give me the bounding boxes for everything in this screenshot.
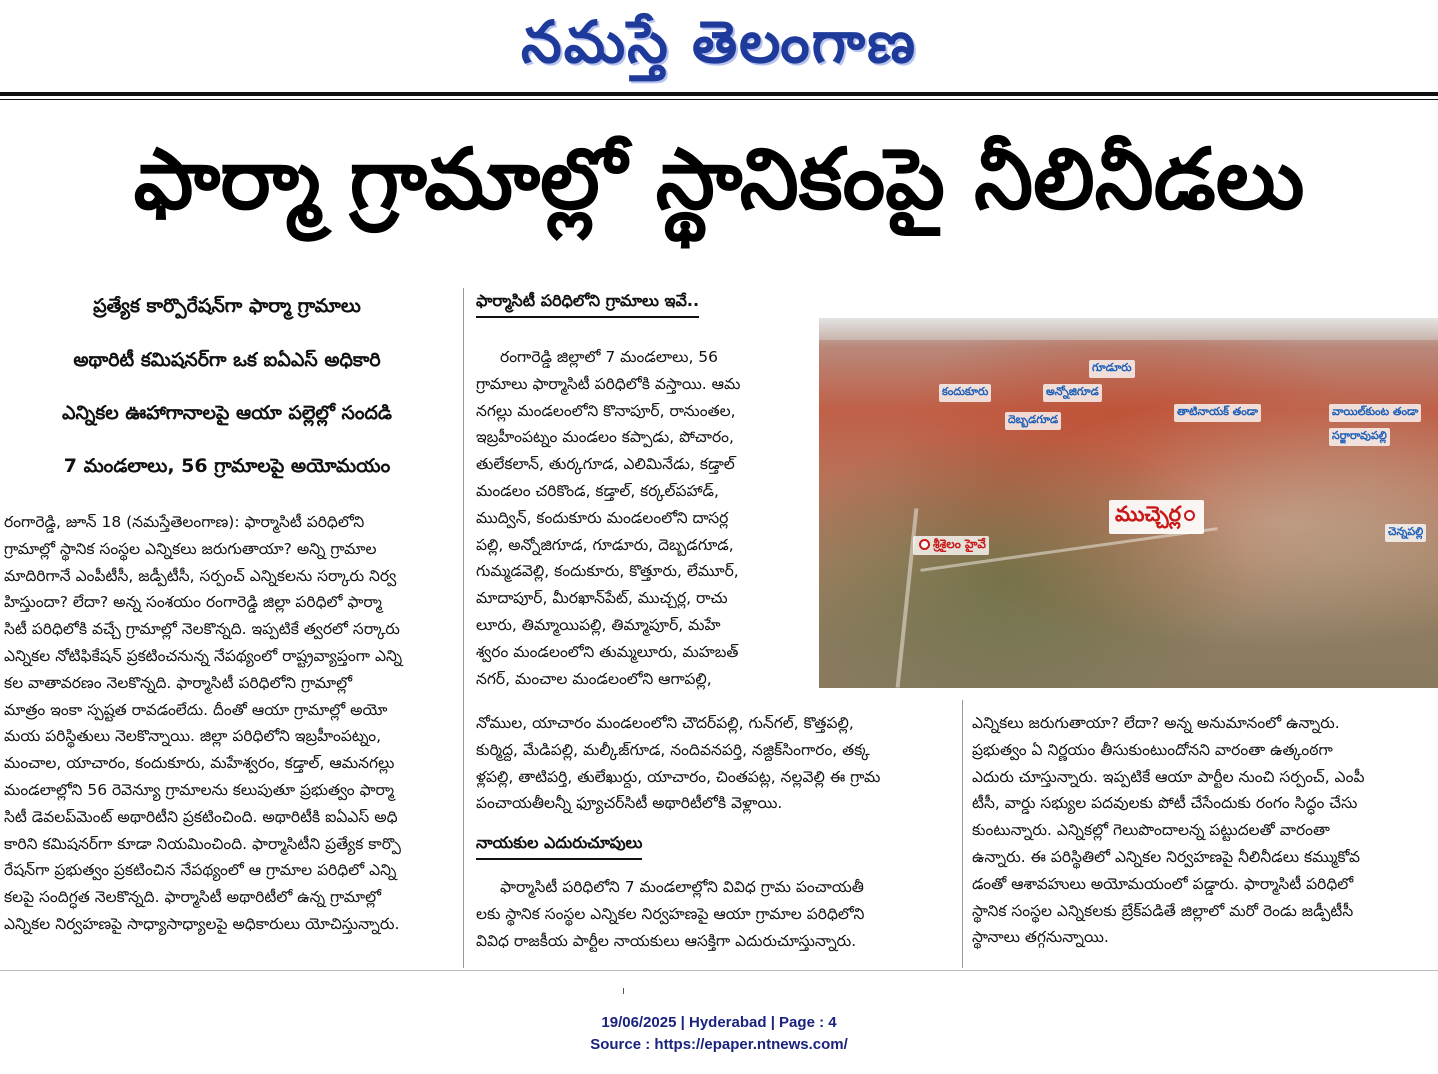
- road-label: శ్రీశైలం హైవే: [913, 536, 989, 555]
- para-line: ఫార్మాసిటీ పరిధిలోని 7 మండలాల్లోని వివిధ గ్రామ పంచాయతీ: [500, 878, 864, 896]
- place-label: కందుకూరు: [939, 384, 991, 402]
- para-line: ఎన్నికలు జరుగుతాయా? లేదా? అన్న అనుమానంలో ఉన్నారు.: [972, 714, 1340, 732]
- place-label: చెన్నపల్లి: [1385, 524, 1426, 542]
- article-column-1: [4, 509, 458, 959]
- para-line: తులేకలాన్, తుర్కగూడ, ఎలిమినేడు, కడ్తాల్: [476, 455, 735, 474]
- masthead-logo: నమస్తే తెలంగాణ: [521, 8, 917, 76]
- para-line: లకు స్థానిక సంస్థల ఎన్నికల నిర్వహణపై ఆయా గ్రామాల పరిధిలోని: [476, 904, 865, 923]
- para-line: మంచాల, యాచారం, కందుకూరు, మహేశ్వరం, కడ్తాల్, ఆమనగల్లు: [4, 754, 395, 773]
- kicker-3: ఎన్నికల ఊహాగానాలపై ఆయా పల్లెల్లో సందడి: [0, 399, 454, 427]
- article-column-2: [476, 344, 810, 694]
- location-pin-icon: [1184, 510, 1195, 521]
- article-column-2-wide: [476, 710, 952, 820]
- para-line: కుర్మిద్ద, మేడిపల్లి, మల్కీజ్‌గూడ, నందివనపర్తి, నజ్దిక్‌సింగారం, తక్క: [476, 740, 870, 759]
- para-line: సిటీ డెవలప్‌మెంట్ అథారిటీని ప్రకటించింది. అథారిటీకి ఐఏఎస్ అధి: [4, 807, 398, 826]
- para-line: నోముల, యాచారం మండలంలోని చౌదర్‌పల్లి, గున్‌గల్, కొత్తపల్లి,: [476, 714, 854, 732]
- photo-sky: [819, 318, 1438, 340]
- leaders-subhead: నాయకుల ఎదురుచూపులు: [476, 830, 642, 856]
- place-label: అన్నోజిగూడ: [1043, 384, 1102, 402]
- place-label: గూడూరు: [1089, 360, 1135, 378]
- headline: ఫార్మా గ్రామాల్లో స్థానికంపై నీలినీడలు: [133, 130, 1305, 228]
- para-line: మండలం చరికొండ, కడ్తాల్, కర్కల్‌పహాడ్,: [476, 481, 719, 500]
- para-line: ళ్లపల్లి, తాటిపర్తి, తులేఖుర్దు, యాచారం, చింతపట్ల, నల్లవెల్లి ఈ గ్రామ: [476, 767, 881, 786]
- para-line: పల్లి, అన్నోజిగూడ, గూడూరు, దెబ్బడగూడ,: [476, 535, 734, 554]
- para-line: రంగారెడ్డి, జూన్ 18 (నమస్తేతెలంగాణ): ఫార్మాసిటీ పరిధిలోని: [4, 513, 365, 531]
- place-label-highlight: ముచ్చెర్ల: [1109, 500, 1204, 534]
- para-line: హిస్తుందా? లేదా? అన్న సంశయం రంగారెడ్డి జిల్లా పరిధిలో ఫార్మా: [4, 593, 382, 612]
- place-label: తాటినాయక్ తండా: [1174, 404, 1261, 422]
- article-column-2-bottom: [476, 874, 952, 958]
- para-line: రేషన్‌గా ప్రభుత్వం ప్రకటించిన నేపథ్యంలో ఆ గ్రామాల పరిధిలో ఎన్ని: [4, 861, 397, 880]
- para-line: కారిని కమిషనర్‌గా కూడా నియమించింది. ఫార్మాసిటీని ప్రత్యేక కార్పొ: [4, 834, 401, 853]
- para-line: లూరు, తిమ్మాయిపల్లి, తిమ్మాపూర్, మహే: [476, 615, 721, 634]
- column-divider: [962, 700, 963, 968]
- masthead-thin-rule: [0, 99, 1438, 100]
- footer-rule: [0, 970, 1438, 971]
- para-line: గుమ్మడవెల్లి, కందుకూరు, కొత్తూరు, లేమూర్,: [476, 562, 739, 581]
- place-label: దెబ్బడగూడ: [1005, 412, 1061, 430]
- para-line: ఎన్నికల నిర్వహణపై సాధ్యాసాధ్యాలపై అధికారులు యోచిస్తున్నారు.: [4, 914, 400, 933]
- kicker-1: ప్రత్యేక కార్పొరేషన్‌గా ఫార్మా గ్రామాలు: [0, 292, 454, 320]
- para-line: టీసీ, వార్డు సభ్యుల పదవులకు పోటీ చేసేందుకు రంగం సిద్ధం చేసు: [972, 794, 1358, 813]
- para-line: ముద్విన్, కందుకూరు మండలంలోని దాసర్ల: [476, 508, 729, 527]
- place-label: వాయిల్‌కుంట తండా: [1329, 404, 1421, 422]
- villages-subhead: ఫార్మాసిటీ పరిధిలోని గ్రామాలు ఇవే..: [476, 288, 699, 314]
- para-line: కుంటున్నారు. ఎన్నికల్లో గెలుపొందాలన్న పట్టుదలతో వారంతా: [972, 821, 1330, 840]
- kicker-4: 7 మండలాలు, 56 గ్రామాలపై అయోమయం: [0, 452, 454, 480]
- para-line: మాదాపూర్, మీరఖాన్‌పేట్, ముచ్చర్ల, రాచు: [476, 589, 728, 608]
- para-line: మాదిరిగానే ఎంపీటీసీ, జడ్పీటీసీ, సర్పంచ్ ఎన్నికలను సర్కారు నిర్వ: [4, 566, 397, 585]
- masthead-rule: [0, 92, 1438, 96]
- para-line: కల వాతావరణం నెలకొన్నది. ఫార్మాసిటీ పరిధిలోని గ్రామాల్లో: [4, 673, 353, 692]
- para-line: నగర్, మంచాల మండలంలోని ఆగాపల్లి,: [476, 669, 712, 688]
- para-line: మండలాల్లోని 56 రెవెన్యూ గ్రామాలను కలుపుతూ ప్రభుత్వం ఫార్మా: [4, 780, 395, 799]
- para-line: ఉన్నారు. ఈ పరిస్థితిలో ఎన్నికల నిర్వహణపై నీలినీడలు కమ్ముకోవ: [972, 847, 1361, 866]
- aerial-photo: [819, 318, 1438, 688]
- para-line: గ్రామాలు ఫార్మాసిటీ పరిధిలోకి వస్తాయి. ఆమ: [476, 374, 741, 393]
- page-tick: [623, 988, 624, 994]
- para-line: మాత్రం ఇంకా స్పష్టత రావడంలేదు. దీంతో ఆయా గ్రామాల్లో అయో: [4, 700, 388, 719]
- para-line: డంతో ఆశావహులు అయోమయంలో పడ్డారు. ఫార్మాసిటీ పరిధిలో: [972, 874, 1354, 893]
- para-line: ఎన్నికల నోటిఫికేషన్ ప్రకటించనున్న నేపథ్యంలో రాష్ట్రవ్యాప్తంగా ఎన్ని: [4, 646, 403, 665]
- para-line: ప్రభుత్వం ఏ నిర్ణయం తీసుకుంటుందోనని వారంతా ఉత్కంఠగా: [972, 740, 1333, 759]
- dateline: 19/06/2025 | Hyderabad | Page : 4: [601, 1014, 837, 1031]
- column-divider: [463, 288, 464, 968]
- para-line: ఇబ్రహీంపట్నం మండలం కప్పాడు, పోచారం,: [476, 428, 734, 447]
- para-line: నగల్లు మండలంలోని కొనాపూర్, రానుంతల,: [476, 401, 736, 420]
- source-link[interactable]: Source : https://epaper.ntnews.com/: [590, 1036, 848, 1053]
- kicker-2: అథారిటీ కమిషనర్‌గా ఒక ఐఏఎస్ అధికారి: [0, 346, 454, 374]
- para-line: స్థానిక సంస్థల ఎన్నికలకు బ్రేక్‌పడితే జిల్లాలో మరో రెండు జడ్పీటీసీ: [972, 901, 1354, 920]
- para-line: సిటీ పరిధిలోకి వచ్చే గ్రామాల్లో నెలకొన్నది. ఇప్పటికే త్వరలో సర్కారు: [4, 620, 400, 639]
- article-column-3: [972, 710, 1434, 960]
- para-line: మయ పరిస్థితులు నెలకొన్నాయి. జిల్లా పరిధిలోని ఇబ్రహీంపట్నం,: [4, 727, 382, 746]
- para-line: స్థానాలు తగ్గనున్నాయి.: [972, 928, 1109, 947]
- para-line: శ్వరం మండలంలోని తుమ్మలూరు, మహబత్: [476, 642, 739, 661]
- location-pin-icon: [919, 539, 930, 550]
- para-line: వివిధ రాజకీయ పార్టీల నాయకులు ఆసక్తిగా ఎదురుచూస్తున్నారు.: [476, 931, 857, 950]
- para-line: రంగారెడ్డి జిల్లాలో 7 మండలాలు, 56: [500, 348, 719, 366]
- para-line: పంచాయతీలన్నీ ఫ్యూచర్‌సిటీ అథారిటీలోకి వెళ్లాయి.: [476, 794, 783, 813]
- para-line: ఎదురు చూస్తున్నారు. ఇప్పటికే ఆయా పార్టీల నుంచి సర్పంచ్, ఎంపీ: [972, 767, 1365, 786]
- para-line: కలపై సందిగ్ధత నెలకొన్నది. ఫార్మాసిటీ అథారిటీలో ఉన్న గ్రామాల్లో: [4, 888, 382, 907]
- place-label: సర్జారావుపల్లి: [1329, 428, 1390, 446]
- para-line: గ్రామాల్లో స్థానిక సంస్థల ఎన్నికలు జరుగుతాయా? అన్ని గ్రామాల: [4, 539, 377, 558]
